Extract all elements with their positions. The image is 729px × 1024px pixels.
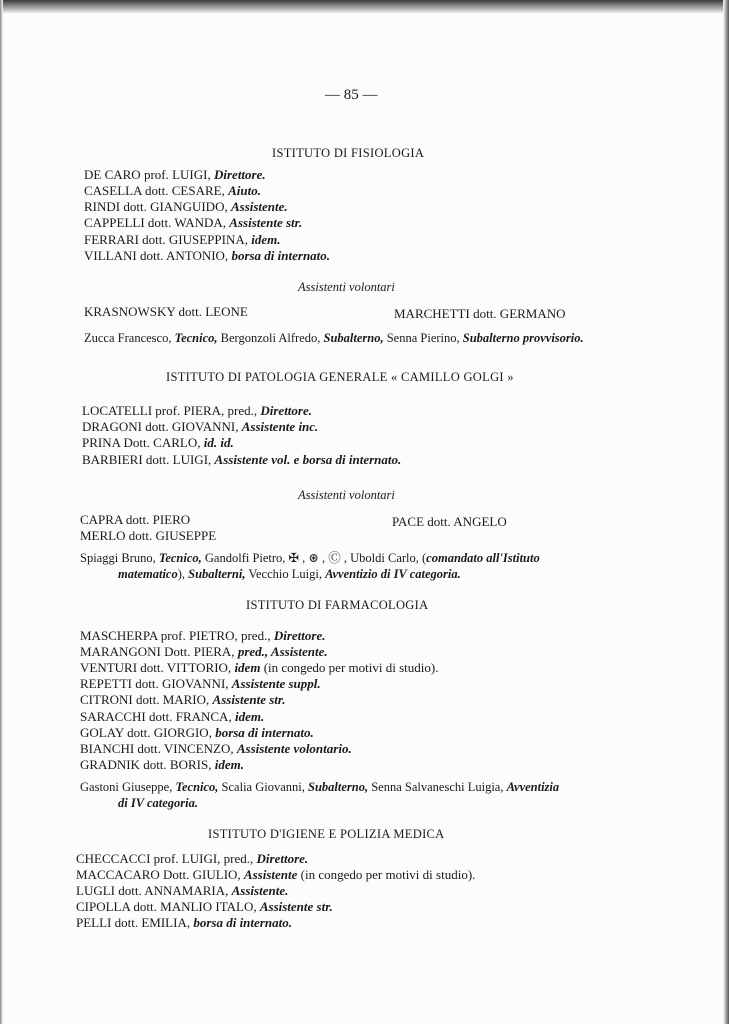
staff-entry: CASELLA dott. CESARE, Aiuto. [84, 183, 261, 198]
page-number: — 85 — [325, 87, 378, 103]
section-heading-patologia: ISTITUTO DI PATOLOGIA GENERALE « CAMILLO GOLGI » [166, 370, 514, 384]
staff-entry: MASCHERPA prof. PIETRO, pred., Direttore. [80, 628, 326, 643]
personnel-note-continued: matematico), Subalterni, Vecchio Luigi, Avventizio di IV categoria. [118, 567, 461, 581]
volunteer-left-2: MERLO dott. GIUSEPPE [80, 528, 217, 543]
staff-entry: CAPPELLI dott. WANDA, Assistente str. [84, 215, 303, 230]
personnel-note: Zucca Francesco, Tecnico, Bergonzoli Alfredo, Subalterno, Senna Pierino, Subalterno provvisorio. [84, 331, 584, 345]
staff-entry: CIPOLLA dott. MANLIO ITALO, Assistente str. [76, 899, 333, 914]
staff-entry: VILLANI dott. ANTONIO, borsa di internato. [84, 248, 331, 263]
staff-entry: REPETTI dott. GIOVANNI, Assistente suppl. [80, 676, 321, 691]
staff-entry: MARANGONI Dott. PIERA, pred., Assistente. [80, 644, 328, 659]
volunteer-right: MARCHETTI dott. GERMANO [394, 306, 566, 321]
staff-entry: BARBIERI dott. LUIGI, Assistente vol. e borsa di internato. [82, 452, 402, 467]
staff-entry: PRINA Dott. CARLO, id. id. [82, 435, 234, 450]
staff-entry: FERRARI dott. GIUSEPPINA, idem. [84, 232, 281, 247]
section-heading-farmacologia: ISTITUTO DI FARMACOLOGIA [246, 598, 429, 612]
scan-edge-left [0, 0, 3, 1024]
staff-entry: SARACCHI dott. FRANCA, idem. [80, 709, 265, 724]
staff-entry: BIANCHI dott. VINCENZO, Assistente volontario. [80, 741, 352, 756]
section-heading-igiene: ISTITUTO D'IGIENE E POLIZIA MEDICA [208, 827, 445, 841]
volunteer-left: KRASNOWSKY dott. LEONE [84, 304, 248, 319]
volunteers-subheading: Assistenti volontari [298, 280, 395, 294]
staff-entry: CHECCACCI prof. LUIGI, pred., Direttore. [76, 851, 309, 866]
staff-entry: VENTURI dott. VITTORIO, idem (in congedo per motivi di studio). [80, 660, 439, 675]
personnel-note-continued: di IV categoria. [118, 796, 198, 810]
staff-entry: PELLI dott. EMILIA, borsa di internato. [76, 915, 292, 930]
section-heading-fisiologia: ISTITUTO DI FISIOLOGIA [272, 146, 425, 160]
volunteer-right: PACE dott. ANGELO [392, 514, 507, 529]
scan-edge-top [0, 0, 729, 14]
staff-entry: DRAGONI dott. GIOVANNI, Assistente inc. [82, 419, 319, 434]
staff-entry: GOLAY dott. GIORGIO, borsa di internato. [80, 725, 314, 740]
volunteer-left: CAPRA dott. PIERO [80, 512, 191, 527]
staff-entry: GRADNIK dott. BORIS, idem. [80, 757, 244, 772]
staff-entry: MACCACARO Dott. GIULIO, Assistente (in congedo per motivi di studio). [76, 867, 476, 882]
staff-entry: LUGLI dott. ANNAMARIA, Assistente. [76, 883, 289, 898]
staff-entry: LOCATELLI prof. PIERA, pred., Direttore. [82, 403, 312, 418]
personnel-note: Gastoni Giuseppe, Tecnico, Scalia Giovanni, Subalterno, Senna Salvaneschi Luigia, Avventizia [80, 780, 560, 794]
volunteers-subheading: Assistenti volontari [298, 488, 395, 502]
staff-entry: CITRONI dott. MARIO, Assistente str. [80, 692, 286, 707]
staff-entry: RINDI dott. GIANGUIDO, Assistente. [84, 199, 288, 214]
scan-edge-right [723, 0, 729, 1024]
staff-entry: DE CARO prof. LUIGI, Direttore. [84, 167, 266, 182]
personnel-note: Spiaggi Bruno, Tecnico, Gandolfi Pietro, ✠ , ⊛ , Ⓒ , Uboldi Carlo, (comandato all'Istituto [80, 551, 540, 565]
